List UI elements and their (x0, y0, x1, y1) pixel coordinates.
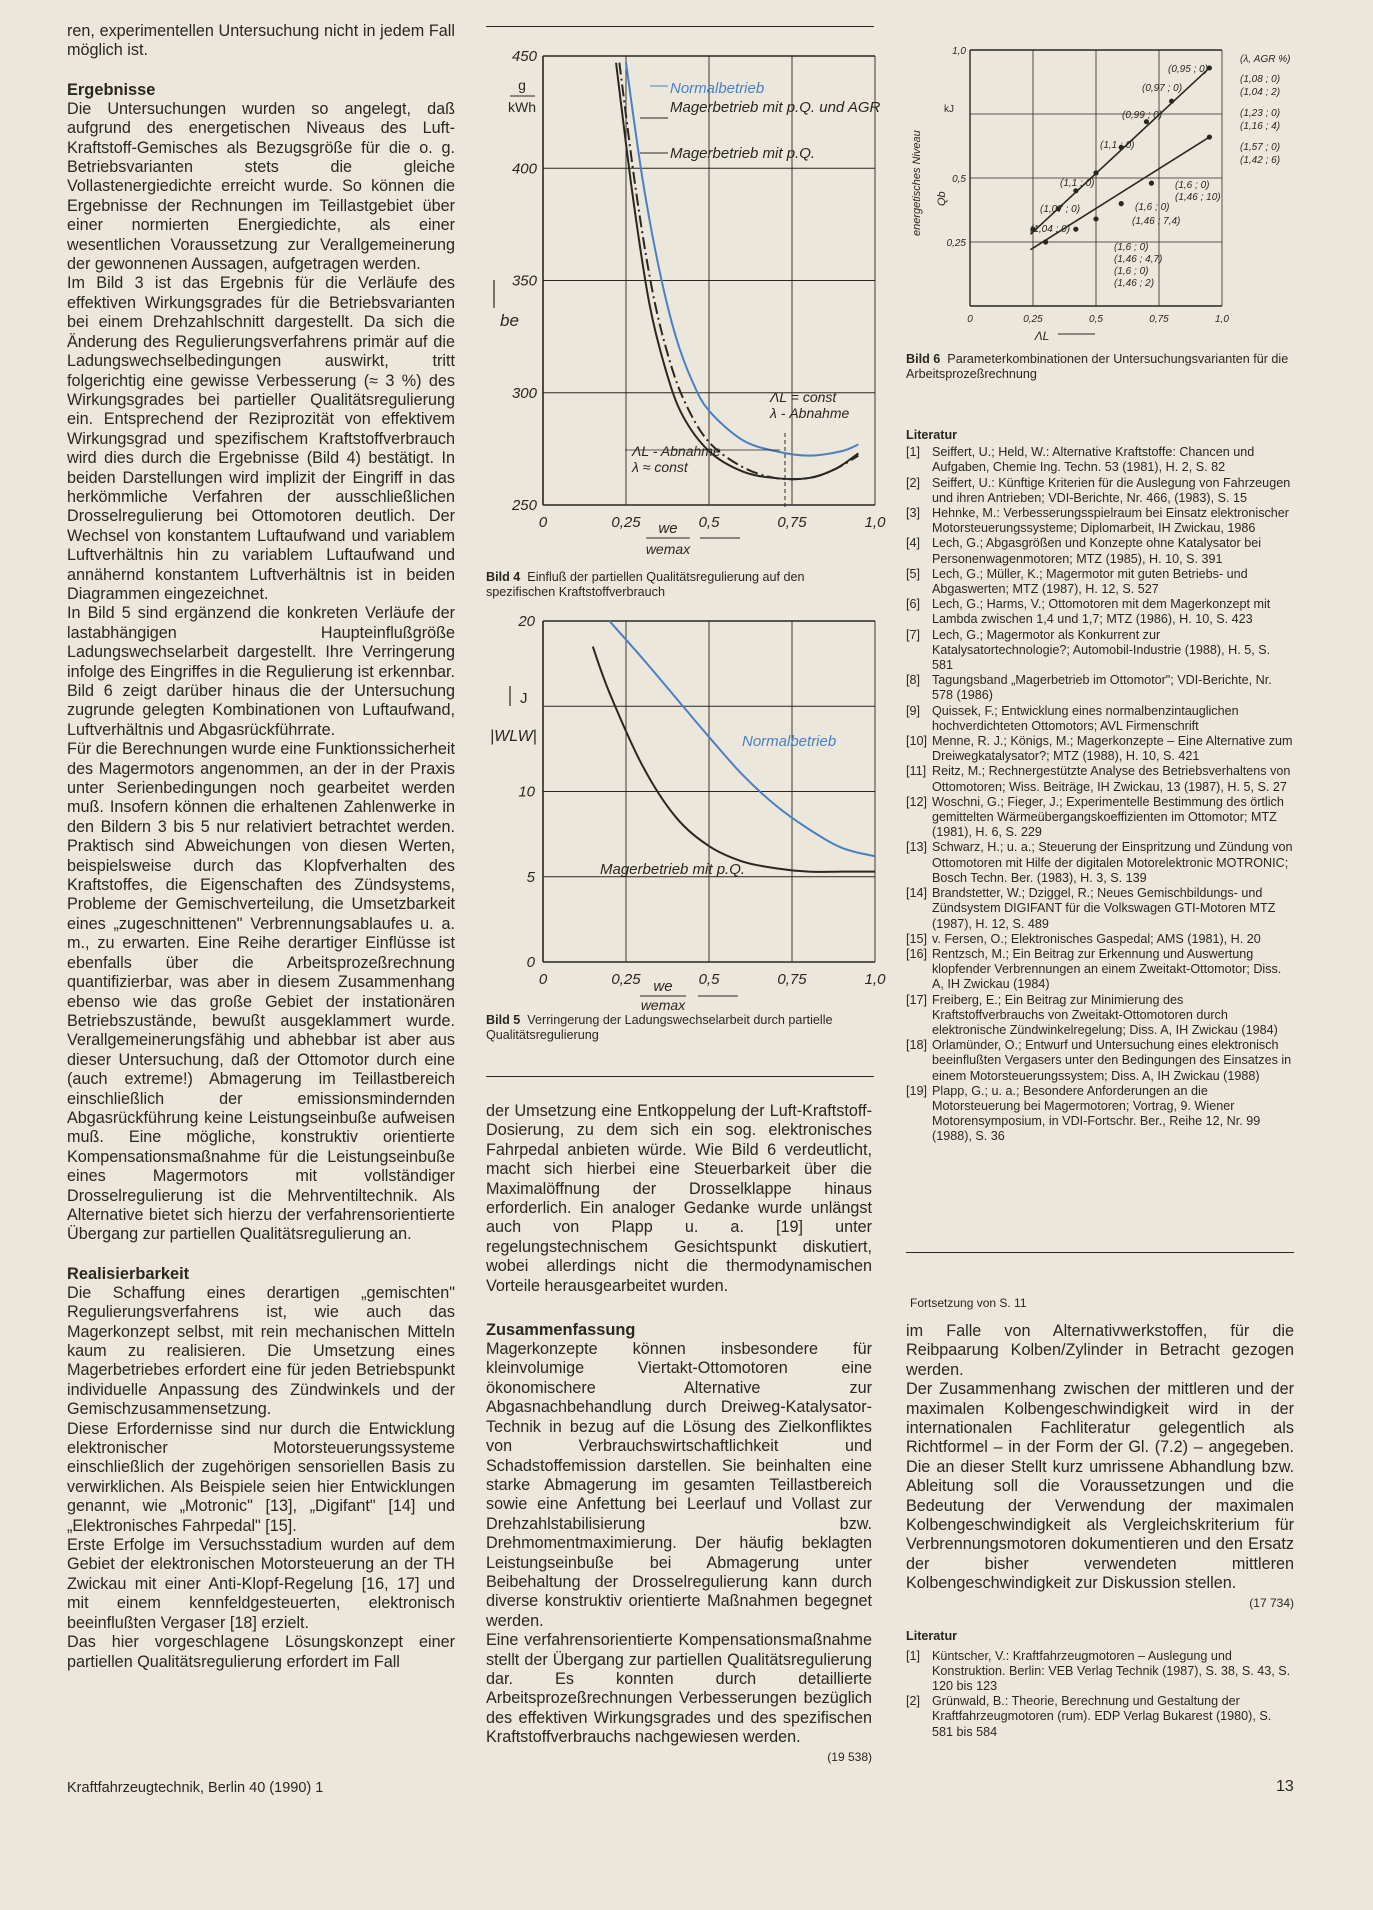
legend-title: (λ, AGR %) (1240, 54, 1291, 65)
x-tick-label: 0,25 (1023, 314, 1043, 325)
point-label: (1,6 ; 0) (1135, 202, 1170, 213)
literature-number: [3] (906, 506, 921, 521)
point-label: (1,04 ; 2) (1240, 87, 1281, 98)
data-point (1043, 239, 1048, 244)
literature-item (906, 947, 1294, 993)
literature-text: Reitz, M.; Rechnergestützte Analyse des Betriebsverhaltens von Ottomotoren; Wiss. Beiträge, IH Zwickau, 13 (1987), H. 5, S. 27 (932, 764, 1291, 794)
y-axis-symbol: Qb (936, 191, 948, 206)
literature-number: [2] (906, 1694, 921, 1709)
x-tick-label: 1,0 (1215, 314, 1229, 325)
literature-item (906, 567, 1294, 597)
y-unit: kWh (508, 99, 536, 115)
literature-text: Brandstetter, W.; Dziggel, R.; Neues Gemischbildungs- und Zündsystem DIGIFANT für die Volkswagen GTI-Motoren MTZ (1987), H. 12, S. 489 (932, 886, 1276, 931)
literature-item (906, 1038, 1294, 1084)
bild5-text: Verringerung der Ladungswechselarbeit durch partielle Qualitätsregulierung (486, 1013, 833, 1042)
annotation: λ - Abnahme (770, 405, 850, 421)
bild6-caption (906, 352, 1294, 382)
point-label: (1,1 ; 0) (1100, 140, 1135, 151)
literature-item (906, 734, 1294, 764)
intro-paragraph: ren, experimentellen Untersuchung nicht in jedem Fall möglich ist. (67, 22, 455, 60)
article-code: (19 538) (827, 1749, 872, 1764)
literature-number: [10] (906, 734, 928, 749)
y-axis-label: energetisches Niveau (911, 130, 923, 236)
x-tick-label: 0,25 (611, 971, 641, 988)
fortsetzung-note: Fortsetzung von S. 11 (910, 1296, 1027, 1310)
legend-label: Magerbetrieb mit p.Q. (670, 145, 816, 162)
y-axis-label: be (500, 311, 519, 330)
x-tick-label: 0,25 (611, 514, 641, 531)
point-label: (1,08 ; 0) (1240, 74, 1281, 85)
literature-item (906, 764, 1294, 794)
literature-item (906, 840, 1294, 886)
y-axis-label: |WLW| (490, 728, 537, 745)
divider-rule (906, 1252, 1294, 1253)
literature-text: Schwarz, H.; u. a.; Steuerung der Einspritzung und Zündung von Ottomotoren mit Hilfe der digitalen Motorelektronic MOTRONIC; Bosch Techn. Ber. (1983), H. 3, S. 139 (932, 840, 1293, 885)
point-label: (0,95 ; 0) (1168, 64, 1209, 75)
literature-number: [11] (906, 764, 927, 779)
x-axis-label: ΛL (1034, 329, 1050, 343)
legend-label: Normalbetrieb (670, 80, 765, 97)
literature-item (906, 795, 1294, 841)
literature-text: Plapp, G.; u. a.; Besondere Anforderungen an die Motorsteuerung bei Magermotoren; Vortrag, 9. Wiener Motorensymposium, in VDI-Fortschr. Ber., Reihe 12, Nr. 99 (1988), S. 36 (932, 1083, 1261, 1144)
literature-item (906, 536, 1294, 566)
x-tick-label: 1,0 (864, 971, 886, 988)
x-tick-label: 1,0 (864, 514, 886, 531)
literature-text: Menne, R. J.; Königs, M.; Magerkonzepte – Eine Alternative zum Dreiwegkatalysator?; MTZ (1988), H. 10, S. 421 (932, 734, 1293, 764)
point-label: (1,04 ; 0) (1030, 224, 1071, 235)
paragraph: Die Schaffung eines derartigen „gemischten" Regulierungsverfahrens ist, wie auch das Magerkonzept selbst, mit rein mechanischen Mitteln kaum zu realisieren. Die Umsetzung eines Magerbetriebes erfordert eine für jeden Betriebspunkt individuelle Anpassung des Zündwinkels und der Gemischzusammensetzung. (67, 1283, 455, 1419)
y-tick-label: 300 (511, 384, 537, 402)
paragraph: der Umsetzung eine Entkoppelung der Luft-Kraftstoff-Dosierung, zu dem sich ein sog. elektronisches Fahrpedal anbieten würde. Wie Bild 6 verdeutlicht, macht sich hierbei eine Steuerbarkeit über die Maximalöffnung der Drosselklappe hinaus erforderlich. Ein analoger Gedanke wurde unlängst auch von Plapp u. a. [19] unter regelungstechnischem Gesichtspunkt diskutiert, wobei allerdings nicht die thermodynamischen Vorteile herausgearbeitet wurden. (486, 1102, 872, 1295)
y-tick-label: 20 (518, 613, 535, 630)
literature-text: Seiffert, U.; Held, W.: Alternative Kraftstoffe: Chancen und Aufgaben, Chemie Ing. Techn. 53 (1981), H. 2, S. 82 (932, 445, 1255, 475)
x-axis-label: wemax (645, 541, 691, 557)
y-tick-label: 250 (511, 497, 537, 514)
literature-number: [17] (906, 992, 928, 1007)
bild5-caption (486, 1013, 874, 1043)
x-tick-label: 0,75 (777, 514, 807, 531)
data-point (1207, 134, 1212, 139)
paragraph: In Bild 5 sind ergänzend die konkreten Verläufe der lastabhängigen Haupteinflußgröße Ladungswechselarbeit dargestellt. Ihre Verringerung infolge des Eingriffes in die Regulierung ist erkennbar. Bild 6 zeigt darüber hinaus die der Untersuchung zugrunde gelegten Kombinationen von Luftaufwand, Luftverhältnis und Abgasrückführrate. (67, 604, 455, 739)
literature-item (906, 886, 1294, 932)
column-3-bottom (906, 1322, 1294, 1740)
literature-number: [19] (906, 1083, 928, 1098)
literature-item (906, 628, 1294, 674)
legend-label: Magerbetrieb mit p.Q. (600, 861, 746, 878)
point-label: (1,6 ; 0) (1114, 266, 1149, 277)
annotation: ΛL - Abnahme (632, 443, 721, 459)
paragraph: Der Zusammenhang zwischen der mittleren und der maximalen Kolbengeschwindigkeit wird in der internationalen Fachliteratur gelegentlich als Richtformel – in der Form der Gl. (7.2) – angegeben. Die an dieser Stellt kurz umrissene Abhandlung bzw. Ableitung soll die Voraussetzungen und die Bedeutung der Verwendung der maximalen Kolbengeschwindigkeit als Vergleichskriterium für Verbrennungsmotoren dokumentieren und den Ersatz der bisher verwendeten mittleren Kolbengeschwindigkeit zur Diskussion stellen. (906, 1380, 1294, 1593)
literature-number: [9] (906, 703, 921, 718)
paragraph: Die Untersuchungen wurden so angelegt, daß aufgrund des energetischen Niveaus des Luft-Kraftstoff-Gemisches als Bezugsgröße für die o. g. Betriebsvarianten stets die gleiche Vollastenergiedichte erreicht wurde. So können die Ergebnisse der Rechnungen im Teillastgebiet über einer normierten Energiedichte, als einer wesentlichen Voraussetzung zur Verallgemeinerung der gewonnenen Aussagen, aufgetragen werden. (67, 99, 455, 274)
literature-item (906, 506, 1294, 536)
point-label: (1,07 ; 0) (1040, 204, 1081, 215)
bild6-label: Bild 6 (906, 352, 941, 366)
paragraph: Das hier vorgeschlagene Lösungskonzept einer partiellen Qualitätsregulierung erfordert im Fall (67, 1633, 455, 1671)
legend-label: Magerbetrieb mit p.Q. und AGR (670, 99, 881, 116)
literature-text: v. Fersen, O.; Elektronisches Gaspedal; AMS (1981), H. 20 (932, 931, 1261, 946)
literature-text: Lech, G.; Abgasgrößen und Konzepte ohne Katalysator bei Personenwagenmotoren; MTZ (1985), H. 10, S. 391 (932, 536, 1262, 566)
bild4-caption (486, 570, 874, 600)
point-label: (1,46 ; 2) (1114, 278, 1155, 289)
y-tick-label: 350 (511, 272, 537, 290)
y-tick-label: 400 (511, 160, 537, 178)
bild6-text: Parameterkombinationen der Untersuchungsvarianten für die Arbeitsprozeßrechnung (906, 352, 1289, 381)
y-tick-label: 5 (526, 868, 535, 886)
literature-number: [7] (906, 627, 921, 642)
data-point (1073, 227, 1078, 232)
divider-rule (486, 1076, 874, 1077)
point-label: (0,99 ; 0) (1122, 110, 1163, 121)
x-tick-label: 0,75 (1149, 314, 1169, 325)
x-tick-label: 0 (538, 971, 548, 988)
annotation: λ ≈ const (632, 459, 688, 475)
annotation: ΛL = const (770, 389, 837, 405)
point-label: (1,46 ; 4,7) (1114, 254, 1163, 265)
data-point (1093, 170, 1098, 175)
paragraph: Für die Berechnungen wurde eine Funktionssicherheit des Magermotors angenommen, an der in der Praxis unter Serienbedingungen noch gearbeitet werden muß. Insofern können die erhaltenen Zahlenwerke in den Bildern 3 bis 5 nur relativiert betrachtet werden. Praktisch sind Abweichungen von diesen Werten, beispielsweise durch das Klopfverhalten des Kraftstoffes, die Eigenschaften des Zündsystems, Probleme der Gemischverteilung, die Umsetzbarkeit eines „zugeschnittenen" Verbrennungsablaufes u. a. m., zu erwarten. Eine Reihe derartiger Einflüsse ist ebenfalls über die Arbeitsprozeßrechnung quantifizierbar, was aber in diesem Zusammenhang ebenso wie das große Gebiet der instationären Betriebszustände, bewußt ausgeklammert wurde. Verallgemeinerungsfähig und abhebbar ist aber aus dieser Untersuchung, daß der Ottomotor durch eine (auch extreme!) Abmagerung im Teillastbereich einschließlich der emissionsmindernden Abgasrückführung keine Leistungseinbuße aufweisen muß. Eine mögliche, konstruktiv orientierte Kompensationsmaßnahme für die Leistungseinbuße eines Magermotors mit vollständiger Drosselregulierung ist die Mehrventiltechnik. Als Alternative bietet sich hierzu der verfahrensorientierte Übergang zur partiellen Qualitätsregulierung an. (67, 740, 455, 1244)
literatur-title: Literatur (906, 1629, 958, 1644)
bild6-chart (900, 36, 1300, 346)
literature-text: Grünwald, B.: Theorie, Berechnung und Gestaltung der Kraftfahrzeugmotoren (rum). EDP Verlag Bukarest (1980), S. 581 bis 584 (932, 1694, 1272, 1739)
data-point (1119, 201, 1124, 206)
x-tick-label: 0 (967, 314, 973, 325)
point-label: (1,23 ; 0) (1240, 108, 1281, 119)
literature-number: [12] (906, 794, 928, 809)
y-unit: g (518, 77, 526, 93)
bild4-chart (480, 38, 886, 568)
x-tick-label: 0 (538, 514, 548, 531)
y-tick-label: 10 (518, 783, 535, 801)
literature-item (906, 597, 1294, 627)
y-tick-label: 0,5 (952, 174, 966, 185)
bild4-label: Bild 4 (486, 570, 521, 584)
y-tick-label: 0,25 (946, 238, 966, 249)
paragraph: Erste Erfolge im Versuchsstadium wurden auf dem Gebiet der elektronischen Motorsteuerung an der TH Zwickau mit einer Anti-Klopf-Regelung [16, 17] und mit einem kennfeldgesteuerten, elektronisch beeinflußten Vergaser [18] erzielt. (67, 1536, 455, 1632)
paragraph: Diese Erfordernisse sind nur durch die Entwicklung elektronischer Motorsteuerungssysteme einschließlich der zugehörigen sensoriellen Basis zu verwirklichen. Als Beispiele seien hier Entwicklungen genannt, wie „Motronic" [13], „Digifant" [14] und „Elektronisches Fahrpedal" [15]. (67, 1419, 455, 1535)
bild5-chart (480, 606, 886, 1013)
literature-number: [15] (906, 931, 928, 946)
point-label: (1,42 ; 6) (1240, 155, 1281, 166)
literature-number: [6] (906, 597, 921, 612)
legend-label: Normalbetrieb (742, 733, 837, 750)
point-label: (1,16 ; 4) (1240, 121, 1281, 132)
literature-text: Woschni, G.; Fieger, J.; Experimentelle Bestimmung des örtlich gemittelten Wärmeübergangskoeffizienten im Ottomotor; MTZ (1981), H. 6, S. 229 (932, 794, 1284, 840)
literature-number: [13] (906, 840, 928, 855)
x-tick-label: 0,5 (1089, 314, 1103, 325)
literature-item (906, 1084, 1294, 1145)
literature-number: [1] (906, 1648, 921, 1663)
bild4-text: Einfluß der partiellen Qualitätsregulierung auf den spezifischen Kraftstoffverbrauch (486, 570, 805, 599)
literature-number: [8] (906, 673, 921, 688)
literature-number: [18] (906, 1038, 928, 1053)
data-point (1093, 216, 1098, 221)
point-label: (1,6 ; 0) (1114, 242, 1149, 253)
literature-text: Rentzsch, M.; Ein Beitrag zur Erkennung und Auswertung klopfender Verbrennungen an einem Zweitakt-Ottomotor; Diss. A, IH Zwickau (1984) (932, 946, 1282, 992)
point-label: (1,46 ; 10) (1175, 192, 1221, 203)
series-line (593, 647, 875, 872)
literature-text: Orlamünder, O.; Entwurf und Untersuchung eines elektronisch beeinflußten Vergasers unter den Bedingungen des Einsatzes in einem Motorsteuerungssystem; Diss. A, IH Zwickau (1988) (932, 1038, 1292, 1083)
y-tick-label: 0 (526, 954, 535, 971)
point-label: (1,1 ; 0) (1060, 178, 1095, 189)
literature-item (906, 932, 1294, 947)
literature-text: Quissek, F.; Entwicklung eines normalbenzintauglichen hochverdichteten Ottomotors; AVL Firmenschrift (932, 703, 1239, 733)
article-code: (17 734) (1249, 1595, 1294, 1610)
x-axis-label: wemax (640, 997, 686, 1013)
literature-item (906, 1694, 1294, 1740)
x-axis-label: we (658, 520, 678, 537)
literatur-list (906, 428, 1294, 1145)
bild5-label: Bild 5 (486, 1013, 521, 1027)
literature-item (906, 704, 1294, 734)
x-tick-label: 0,75 (777, 971, 807, 988)
x-axis-label: we (653, 978, 673, 995)
literature-item (906, 673, 1294, 703)
literature-text: Seiffert, U.: Künftige Kriterien für die Auslegung von Fahrzeugen und ihren Antrieben; VDI-Berichte, Nr. 466, (1983), S. 15 (932, 475, 1291, 505)
point-label: (1,57 ; 0) (1240, 142, 1281, 153)
literature-text: Hehnke, M.: Verbesserungsspielraum bei Einsatz elektronischer Motorsteuerungssysteme; Diplomarbeit, IH Zwickau, 1986 (932, 506, 1289, 536)
y-tick-label: 450 (511, 48, 537, 65)
literature-text: Küntscher, V.: Kraftfahrzeugmotoren – Auslegung und Konstruktion. Berlin: VEB Verlag Technik (1987), S. 38, S. 43, S. 120 bis 123 (932, 1648, 1291, 1693)
x-tick-label: 0,5 (698, 514, 720, 531)
literature-text: Lech, G.; Magermotor als Konkurrent zur Katalysatortechnologie?; Automobil-Industrie (1988), H. 5, S. 581 (932, 627, 1271, 673)
literature-number: [1] (906, 445, 921, 460)
point-label: (1,46 ; 7,4) (1132, 216, 1181, 227)
heading-ergebnisse: Ergebnisse (67, 80, 156, 99)
x-tick-label: 0,5 (698, 971, 720, 988)
paragraph: im Falle von Alternativwerkstoffen, für die Reibpaarung Kolben/Zylinder in Betracht gezogen werden. (906, 1322, 1294, 1379)
journal-footer: Kraftfahrzeugtechnik, Berlin 40 (1990) 1 (67, 1780, 324, 1796)
literature-number: [14] (906, 886, 928, 901)
point-label: (1,6 ; 0) (1175, 180, 1210, 191)
literature-number: [16] (906, 946, 928, 961)
literature-text: Lech, G.; Harms, V.; Ottomotoren mit dem Magerkonzept mit Lambda zwischen 1,4 und 1,7; MTZ (1986), H. 10, S. 423 (932, 597, 1271, 627)
data-point (1149, 181, 1154, 186)
literature-text: Freiberg, E.; Ein Beitrag zur Minimierung des Kraftstoffverbrauchs von Zweitakt-Ottomotoren durch elektronische Zündwinkelregelung; Diss. A, IH Zwickau (1984) (932, 992, 1278, 1037)
column-1 (67, 22, 455, 1672)
heading-realisierbarkeit: Realisierbarkeit (67, 1264, 190, 1283)
literature-number: [5] (906, 566, 921, 581)
y-unit: J (520, 690, 528, 707)
literature-text: Tagungsband „Magerbetrieb im Ottomotor"; VDI-Berichte, Nr. 578 (1986) (932, 673, 1272, 703)
y-tick-label: 1,0 (952, 46, 966, 57)
top-rule (486, 26, 874, 27)
literature-text: Lech, G.; Müller, K.; Magermotor mit guten Betriebs- und Abgaswerten; MTZ (1987), H. 12, S. 527 (932, 566, 1248, 597)
literature-number: [4] (906, 536, 921, 551)
page-number: 13 (1276, 1778, 1294, 1795)
column-2-text (486, 1102, 872, 1767)
data-point (1169, 99, 1174, 104)
point-label: (0,97 ; 0) (1142, 83, 1183, 94)
y-unit: kJ (944, 104, 954, 115)
paragraph: Magerkonzepte können insbesondere für kleinvolumige Viertakt-Ottomotoren eine ökonomischere Alternative zur Abgasnachbehandlung durch Dreiweg-Katalysator-Technik in bezug auf die Lösung des Zielkonfliktes von Verbrauchswirtschaftlichkeit und Schadstoffemission darstellen. Sie beinhalten eine starke Abmagerung im gesamten Teillastbereich sowie eine Anfettung bei Leerlauf und Vollast zur Drehzahlstabilisierung bzw. Drehmomentmaximierung. Der häufig beklagten Leistungseinbuße bei Abmagerung unter Beibehaltung der Drosselregulierung kann durch diverse konstruktiv orientierte Maßnahmen begegnet werden. (486, 1340, 872, 1630)
literature-item (906, 993, 1294, 1039)
literature-item (906, 476, 1294, 506)
paragraph: Eine verfahrensorientierte Kompensationsmaßnahme stellt der Übergang zur partiellen Qualitätsregulierung dar. Es konnten durch detaillierte Arbeitsprozeßrechnungen Verbesserungen bezüglich des effektiven Wirkungsgrades und des spezifischen Kraftstoffverbrauchs nachgewiesen werden. (486, 1631, 872, 1747)
heading-zusammenfassung: Zusammenfassung (486, 1321, 636, 1340)
literature-item (906, 445, 1294, 475)
literature-number: [2] (906, 475, 921, 490)
literature-item (906, 1649, 1294, 1695)
paragraph: Im Bild 3 ist das Ergebnis für die Verläufe des effektiven Wirkungsgrades für die Betriebsvarianten bei einem Drehzahlschnitt dargestellt. Da sich die Änderung des Regulierungsverfahrens primär auf die Ladungswechselbedingungen auswirkt, tritt folgerichtig eine gewisse Verbesserung (≈ 3 %) des Wirkungsgrades bei partieller Qualitätsregulierung ein. Entsprechend der Reziprozität von effektivem Wirkungsgrad und spezifischem Kraftstoffverbrauch wird dies durch die Ergebnisse (Bild 4) bestätigt. In beiden Darstellungen wird implizit der Eingriff in das herkömmliche Verfahren der ausschließlichen Drosselregulierung bei Ottomotoren deutlich. Der Wechsel von konstantem Luftaufwand und variablem Luftverhältnis hin zu variablem Luftaufwand und annähernd konstantem Luftverhältnis ist in beiden Diagrammen eingezeichnet. (67, 274, 455, 603)
literatur-title: Literatur (906, 428, 958, 442)
